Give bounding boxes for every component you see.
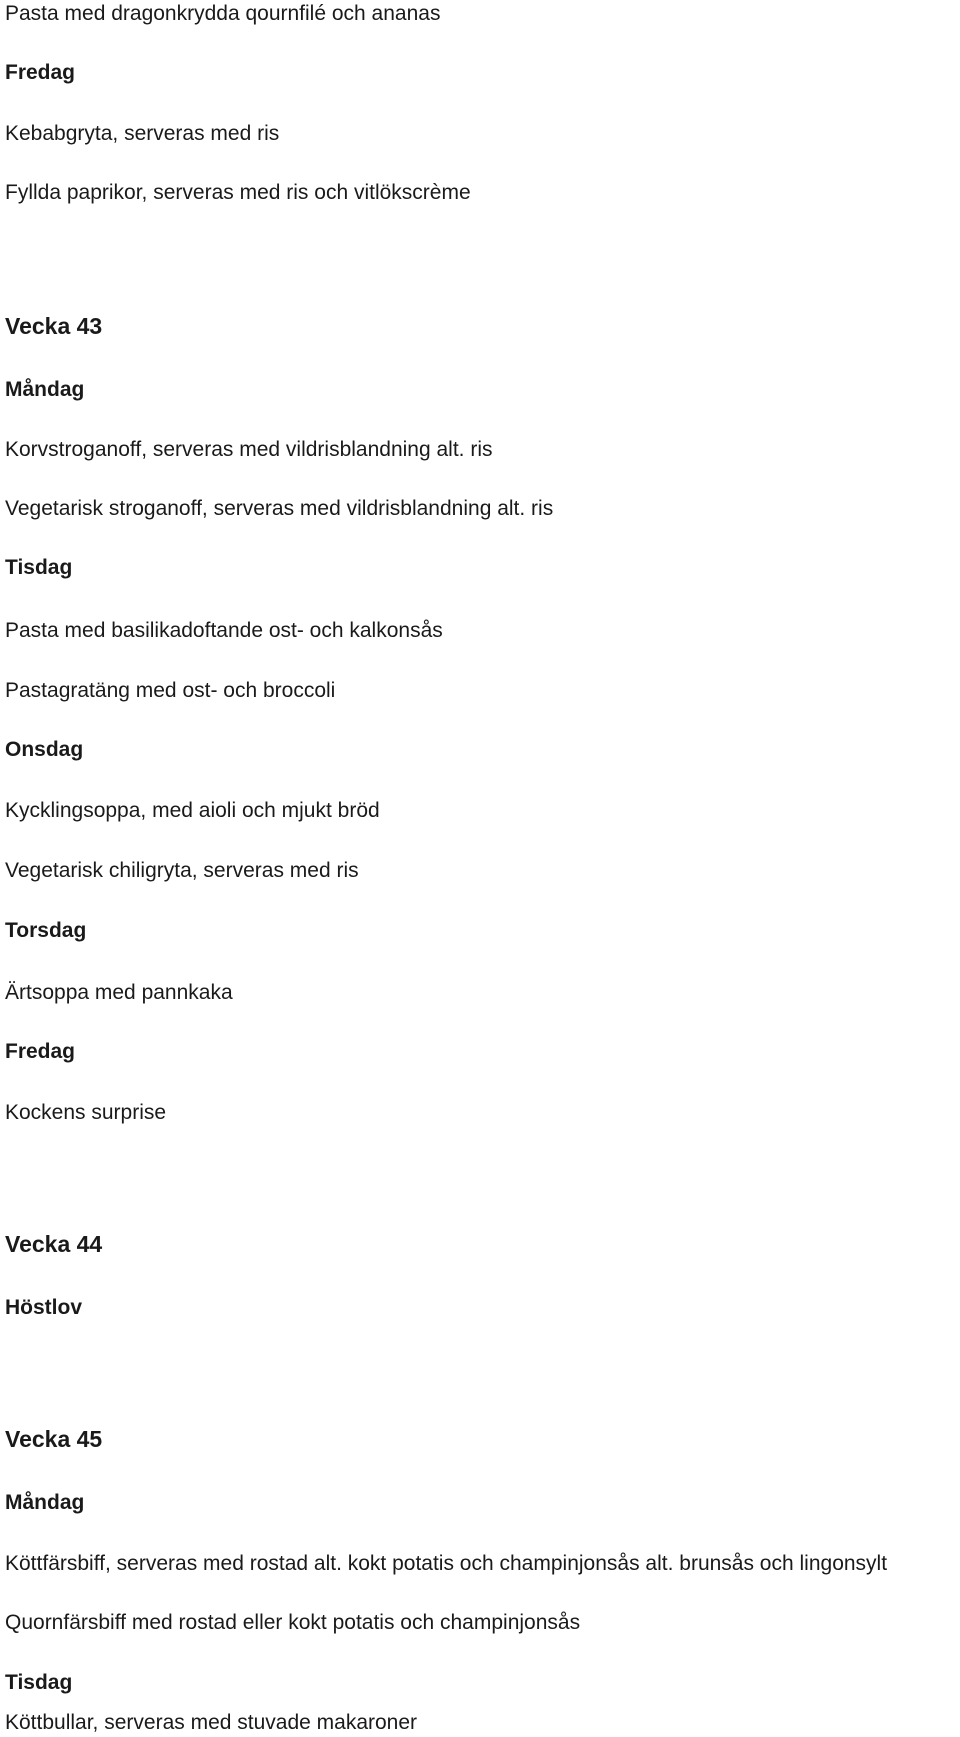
day-heading: Tisdag	[5, 1671, 73, 1694]
dish-line: Pastagratäng med ost- och broccoli	[5, 679, 336, 702]
day-heading: Fredag	[5, 61, 76, 84]
day-heading: Fredag	[5, 1040, 76, 1063]
dish-line: Ärtsoppa med pannkaka	[5, 981, 233, 1004]
dish-line: Pasta med dragonkrydda qournfilé och ananas	[5, 2, 441, 25]
dish-line: Köttfärsbiff, serveras med rostad alt. kokt potatis och champinjonsås alt. brunsås och lingonsylt	[5, 1552, 888, 1575]
week-heading: Vecka 45	[5, 1426, 103, 1452]
day-heading: Höstlov	[5, 1296, 83, 1319]
day-heading: Torsdag	[5, 919, 87, 942]
dish-line: Korvstroganoff, serveras med vildrisblandning alt. ris	[5, 438, 493, 461]
week-heading: Vecka 43	[5, 313, 103, 339]
day-heading: Onsdag	[5, 738, 84, 761]
dish-line: Fyllda paprikor, serveras med ris och vitlökscrème	[5, 181, 471, 204]
day-heading: Måndag	[5, 378, 85, 401]
dish-line: Köttbullar, serveras med stuvade makaroner	[5, 1711, 418, 1734]
dish-line: Vegetarisk chiligryta, serveras med ris	[5, 859, 359, 882]
dish-line: Kycklingsoppa, med aioli och mjukt bröd	[5, 799, 380, 822]
dish-line: Kockens surprise	[5, 1101, 167, 1124]
dish-line: Pasta med basilikadoftande ost- och kalkonsås	[5, 619, 443, 642]
day-heading: Tisdag	[5, 556, 73, 579]
day-heading: Måndag	[5, 1491, 85, 1514]
week-heading: Vecka 44	[5, 1231, 103, 1257]
dish-line: Vegetarisk stroganoff, serveras med vildrisblandning alt. ris	[5, 497, 554, 520]
dish-line: Quornfärsbiff med rostad eller kokt potatis och champinjonsås	[5, 1611, 581, 1634]
dish-line: Kebabgryta, serveras med ris	[5, 122, 280, 145]
